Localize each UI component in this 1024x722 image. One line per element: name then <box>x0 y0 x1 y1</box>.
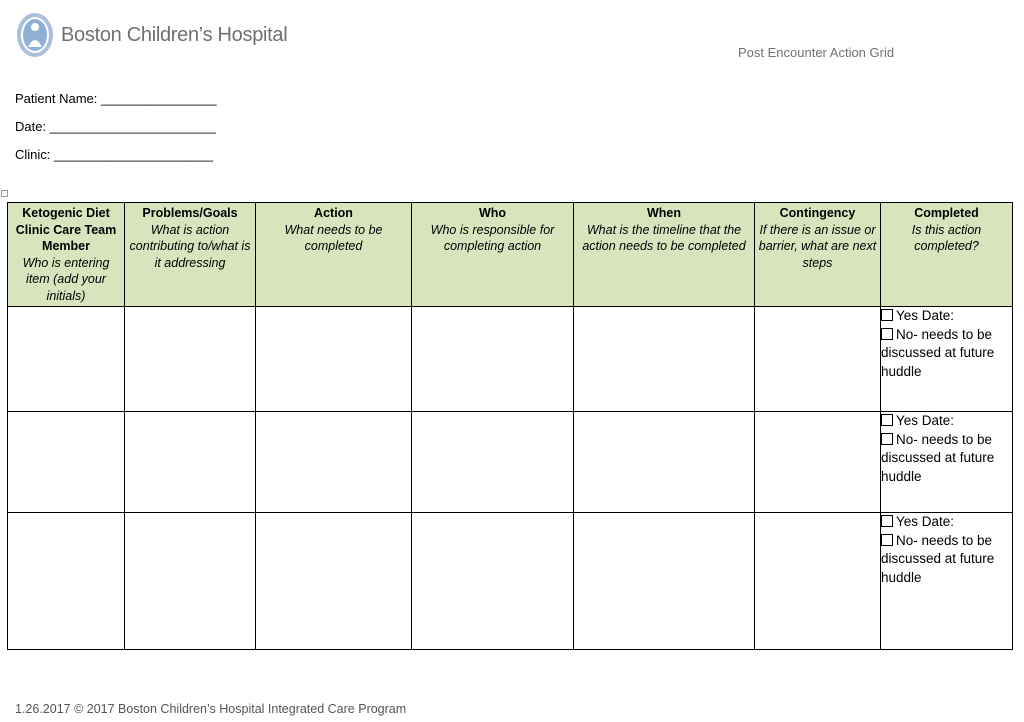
yes-label: Yes Date: <box>896 413 955 428</box>
column-subtitle: What is action contributing to/what is it addressing <box>129 222 251 270</box>
column-subtitle: Who is responsible for completing action <box>430 222 555 253</box>
table-move-handle-icon[interactable] <box>1 190 8 197</box>
date-field[interactable]: Date: _______________________ <box>15 119 216 134</box>
document-title: Post Encounter Action Grid <box>738 45 895 60</box>
completed-cell <box>881 513 1013 650</box>
column-subtitle: Is this action completed? <box>911 222 982 253</box>
completed-cell <box>881 412 1013 513</box>
table-row <box>8 412 1013 513</box>
patient-name-field[interactable]: Patient Name: ________________ <box>15 91 217 106</box>
column-header-completed <box>881 203 1013 307</box>
checkbox-icon[interactable] <box>881 309 893 321</box>
column-title: Who <box>478 206 507 220</box>
column-title: Action <box>314 206 353 220</box>
no-option[interactable] <box>881 431 1012 487</box>
checkbox-icon[interactable] <box>881 328 893 340</box>
table-cell[interactable] <box>574 513 755 650</box>
page-footer: 1.26.2017 © 2017 Boston Children’s Hospital Integrated Care Program <box>15 702 407 716</box>
hospital-seal-icon <box>15 11 55 59</box>
no-option[interactable] <box>881 326 1012 382</box>
table-cell[interactable] <box>755 412 881 513</box>
action-grid-table <box>7 202 1013 650</box>
column-title: Completed <box>914 206 979 220</box>
table-cell[interactable] <box>125 513 256 650</box>
no-label: No- needs to be discussed at future huddle <box>881 326 995 379</box>
column-title: Problems/Goals <box>142 206 238 220</box>
table-cell[interactable] <box>125 307 256 412</box>
table-cell[interactable] <box>412 513 574 650</box>
no-label: No- needs to be discussed at future huddle <box>881 431 995 484</box>
column-subtitle: If there is an issue or barrier, what are next steps <box>758 222 877 270</box>
column-header-problems-goals <box>125 203 256 307</box>
table-row <box>8 307 1013 412</box>
yes-option[interactable] <box>881 307 1012 326</box>
checkbox-icon[interactable] <box>881 433 893 445</box>
completed-cell <box>881 307 1013 412</box>
table-cell[interactable] <box>256 307 412 412</box>
yes-option[interactable] <box>881 513 1012 532</box>
checkbox-icon[interactable] <box>881 515 893 527</box>
column-title: Ketogenic Diet Clinic Care Team Member <box>15 206 117 253</box>
table-cell[interactable] <box>256 412 412 513</box>
column-subtitle: What needs to be completed <box>284 222 383 253</box>
column-header-when <box>574 203 755 307</box>
no-label: No- needs to be discussed at future huddle <box>881 532 995 585</box>
table-cell[interactable] <box>8 513 125 650</box>
table-cell[interactable] <box>125 412 256 513</box>
checkbox-icon[interactable] <box>881 414 893 426</box>
table-cell[interactable] <box>256 513 412 650</box>
column-title: When <box>646 206 682 220</box>
table-cell[interactable] <box>574 307 755 412</box>
logo-text: Boston Children’s Hospital <box>61 23 288 46</box>
table-cell[interactable] <box>412 412 574 513</box>
column-header-care-team-member <box>8 203 125 307</box>
table-cell[interactable] <box>755 307 881 412</box>
yes-label: Yes Date: <box>896 308 955 323</box>
clinic-field[interactable]: Clinic: ______________________ <box>15 147 214 162</box>
column-subtitle: Who is entering item (add your initials) <box>22 255 110 303</box>
no-option[interactable] <box>881 532 1012 588</box>
column-title: Contingency <box>779 206 856 220</box>
column-header-contingency <box>755 203 881 307</box>
column-subtitle: What is the timeline that the action needs to be completed <box>582 222 746 253</box>
table-row <box>8 513 1013 650</box>
hospital-logo <box>15 10 287 60</box>
checkbox-icon[interactable] <box>881 534 893 546</box>
table-header-row <box>8 203 1013 307</box>
table-cell[interactable] <box>8 412 125 513</box>
column-header-action <box>256 203 412 307</box>
table-cell[interactable] <box>755 513 881 650</box>
table-cell[interactable] <box>8 307 125 412</box>
column-header-who <box>412 203 574 307</box>
table-cell[interactable] <box>412 307 574 412</box>
yes-option[interactable] <box>881 412 1012 431</box>
yes-label: Yes Date: <box>896 514 955 529</box>
table-cell[interactable] <box>574 412 755 513</box>
